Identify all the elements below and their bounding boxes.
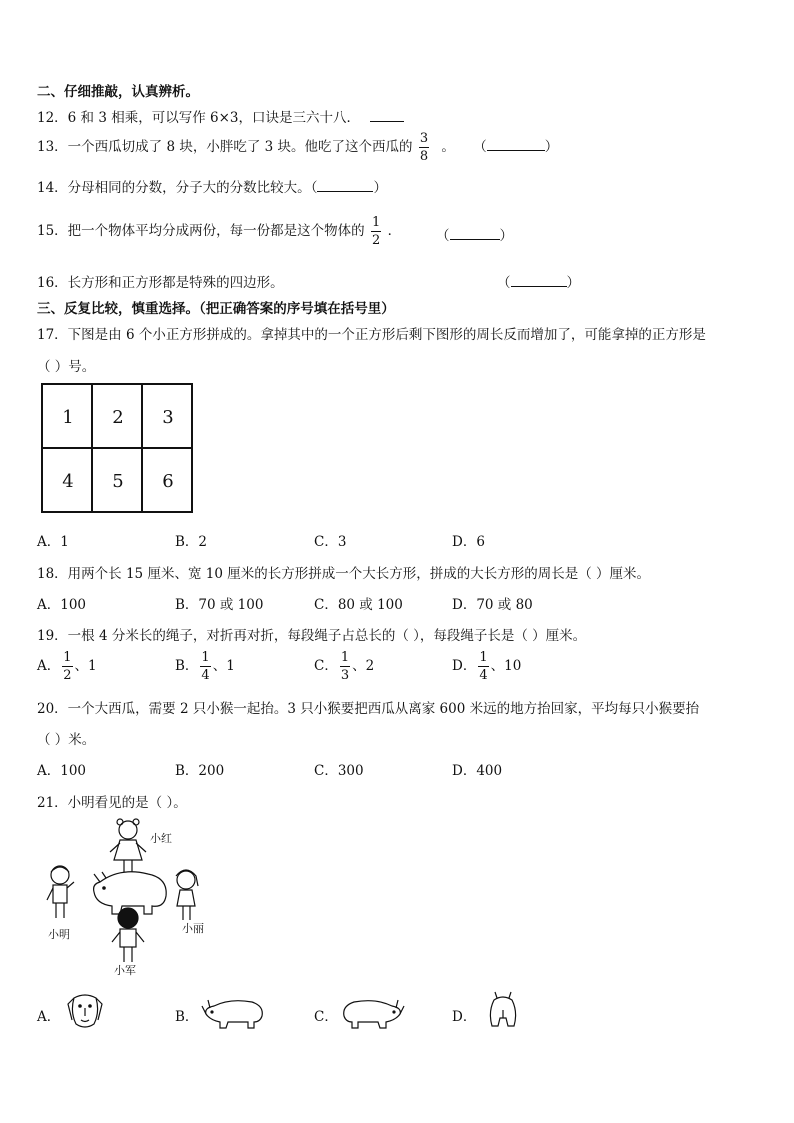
label-xiaoming: 小明 xyxy=(48,928,70,941)
rhino-front-view-icon xyxy=(64,990,106,1032)
section-2-title: 二、仔细推敲，认真辨析。 xyxy=(37,84,199,100)
question-20-line-1: 20．一个大西瓜，需要 2 只小猴一起抬。3 只小猴要把西瓜从离家 600 米远的地方抬回家，平均每只小猴要抬 xyxy=(37,701,700,717)
rhino-back-view-icon xyxy=(486,990,520,1032)
answer-blank-14[interactable] xyxy=(317,179,373,192)
q19-option-b[interactable]: B． $\frac{1}{4}$ 、1 xyxy=(175,650,235,683)
question-14: 14．分母相同的分数，分子大的分数比较大。（ ） xyxy=(37,180,387,196)
girl-xiaoli-figure xyxy=(176,870,198,920)
grid-cell-2: 2 xyxy=(112,406,124,428)
q19-option-a[interactable]: A． $\frac{1}{2}$ 、1 xyxy=(37,650,97,683)
question-19: 19．一根 4 分米长的绳子，对折再对折，每段绳子占总长的（ ），每段绳子长是（ ）厘米。 xyxy=(37,628,587,644)
question-15-answer: （ ） xyxy=(436,228,513,244)
q21-option-d[interactable]: D． xyxy=(452,1009,477,1025)
question-16 xyxy=(37,271,284,291)
question-18: 18．用两个长 15 厘米、宽 10 厘米的长方形拼成一个大长方形，拼成的大长方形的周长是（ ）厘米。 xyxy=(37,566,650,582)
grid-cell-4: 4 xyxy=(62,470,74,492)
q21-option-b[interactable]: B． xyxy=(175,1009,199,1025)
q19-option-d[interactable]: D． $\frac{1}{4}$ 、10 xyxy=(452,650,522,683)
question-21: 21．小明看见的是（ ）。 xyxy=(37,795,187,811)
question-16-answer: （ ） xyxy=(497,275,580,291)
six-square-grid xyxy=(41,383,193,513)
question-13-text: 13．一个西瓜切成了 8 块，小胖吃了 3 块。他吃了这个西瓜的 xyxy=(37,139,413,155)
q21-option-c[interactable]: C． xyxy=(314,1009,338,1025)
girl-xiaohong-figure xyxy=(110,819,146,872)
q20-option-d[interactable]: D．400 xyxy=(452,763,503,779)
question-16-text: 16．长方形和正方形都是特殊的四边形。 xyxy=(37,275,284,291)
q20-option-c[interactable]: C．300 xyxy=(314,763,364,779)
grid-cell-1: 1 xyxy=(62,406,74,428)
q17-option-a[interactable]: A．1 xyxy=(37,534,69,550)
label-xiaoli: 小丽 xyxy=(182,922,204,935)
grid-cell-5: 5 xyxy=(112,470,124,492)
question-12 xyxy=(37,106,404,126)
q17-option-d[interactable]: D．6 xyxy=(452,534,485,550)
section-3-title: 三、反复比较，慎重选择。（把正确答案的序号填在括号里） xyxy=(37,301,395,317)
answer-blank-16[interactable] xyxy=(511,274,567,287)
q19-option-c[interactable]: C． $\frac{1}{3}$ 、2 xyxy=(314,650,375,683)
fraction-3-8: $\frac{3}{8}$ xyxy=(419,131,429,164)
label-xiaohong: 小红 xyxy=(150,832,172,845)
q18-option-b[interactable]: B．70 或 100 xyxy=(175,597,264,613)
question-14-text: 14．分母相同的分数，分子大的分数比较大。 xyxy=(37,180,311,196)
q17-option-b[interactable]: B．2 xyxy=(175,534,208,550)
q18-option-c[interactable]: C．80 或 100 xyxy=(314,597,403,613)
q20-option-b[interactable]: B．200 xyxy=(175,763,225,779)
question-13: 13．一个西瓜切成了 8 块，小胖吃了 3 块。他吃了这个西瓜的 $\frac{3}{8}$ 。 （ ） xyxy=(37,131,559,164)
grid-cell-3: 3 xyxy=(162,406,174,428)
answer-blank-12[interactable] xyxy=(370,109,404,122)
question-20-line-2: （ ）米。 xyxy=(37,732,96,748)
q21-option-a[interactable]: A． xyxy=(37,1009,61,1025)
children-around-rhino-illustration xyxy=(40,812,220,982)
question-15: 15．把一个物体平均分成两份，每一份都是这个物体的 $\frac{1}{2}$ ． xyxy=(37,215,402,248)
q17-option-c[interactable]: C．3 xyxy=(314,534,347,550)
answer-blank-13[interactable] xyxy=(487,138,545,151)
rhino-side-view-right-icon xyxy=(338,992,406,1032)
grid-cell-6: 6 xyxy=(162,470,174,492)
answer-blank-15[interactable] xyxy=(450,227,500,240)
q18-option-a[interactable]: A．100 xyxy=(37,597,87,613)
boy-xiaoming-figure xyxy=(47,866,74,918)
question-17-line-1: 17．下图是由 6 个小正方形拼成的。拿掉其中的一个正方形后剩下图形的周长反而增加了，可能拿掉的正方形是 xyxy=(37,327,706,343)
q18-option-d[interactable]: D．70 或 80 xyxy=(452,597,533,613)
q20-option-a[interactable]: A．100 xyxy=(37,763,87,779)
rhino-side-view-left-icon xyxy=(200,992,268,1032)
question-15-text: 15．把一个物体平均分成两份，每一份都是这个物体的 xyxy=(37,223,365,239)
question-17-line-2: （ ）号。 xyxy=(37,359,96,375)
boy-xiaojun-figure xyxy=(112,908,144,962)
label-xiaojun: 小军 xyxy=(114,964,136,977)
fraction-1-2: $\frac{1}{2}$ xyxy=(371,215,381,248)
question-12-text: 12．6 和 3 相乘，可以写作 6×3，口诀是三六十八． xyxy=(37,110,361,126)
